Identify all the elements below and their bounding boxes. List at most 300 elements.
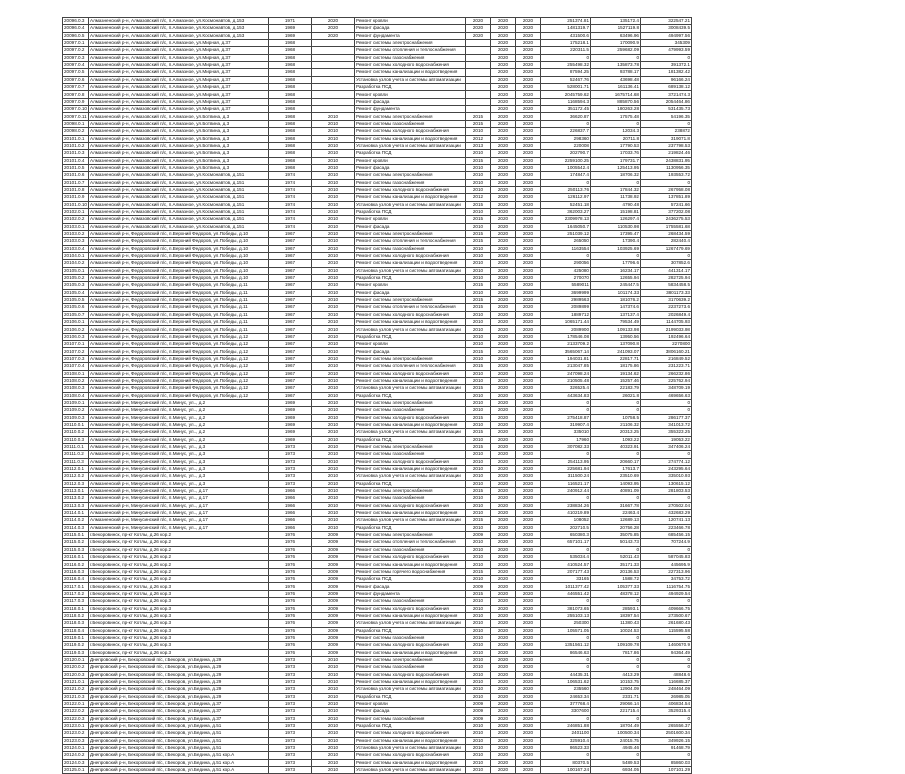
table-row: [63, 752, 692, 759]
cell-year-c: 2020: [516, 201, 541, 208]
cell-extra-cost: 0: [591, 54, 641, 61]
cell-build-year: 1968: [269, 120, 312, 127]
cell-year-b: 2020: [491, 730, 516, 737]
cell-address: Алмазненский р-н, Федоровский п/с, п.Верхний Федоров, ул.Победы, д.10: [89, 245, 269, 252]
cell-total-cost: 494929.54: [641, 590, 692, 597]
table-row: [63, 436, 692, 443]
cell-total-cost: 273500.67: [641, 612, 692, 619]
cell-work-type: Установка узлов учета и системы автоматизации: [355, 267, 466, 274]
cell-year-b: 2020: [491, 385, 516, 392]
cell-last-repair-year: 2010: [312, 488, 355, 495]
cell-year-a: 2010: [466, 612, 491, 619]
cell-year-b: 2020: [491, 414, 516, 421]
cell-year-b: 2020: [491, 480, 516, 487]
cell-extra-cost: 7817.86: [591, 649, 641, 656]
table-row: [63, 355, 692, 362]
cell-cost: 1005542.4: [541, 164, 591, 171]
table-row: [63, 620, 692, 627]
cell-address: Днепровский р-н, Бекоровский п/с, г.Бекоров, ул.Бедина, д.51 кор.А: [89, 759, 269, 766]
cell-year-c: 2020: [516, 576, 541, 583]
cell-id: 20123.0.2: [63, 730, 89, 737]
cell-address: Алмазненский р-н, Алмазовский п/с, п.Алмазное, ул.Ботвина, д.3: [89, 128, 269, 135]
cell-last-repair-year: 2010: [312, 745, 355, 752]
cell-total-cost: 3008439.5: [641, 25, 692, 32]
cell-build-year: 1976: [269, 598, 312, 605]
cell-address: Алмазненский р-н, Минусинский п/с, п.Минус, ул.., д.2: [89, 421, 269, 428]
cell-total-cost: 479993.59: [641, 47, 692, 54]
cell-year-b: 2020: [491, 605, 516, 612]
cell-work-type: Ремонт системы канализации и водоотведения: [355, 737, 466, 744]
table-row: [63, 392, 692, 399]
cell-extra-cost: 241093.07: [591, 348, 641, 355]
cell-last-repair-year: [312, 40, 355, 47]
table-row: [63, 62, 692, 69]
cell-year-b: 2020: [491, 421, 516, 428]
cell-year-a: 2015: [466, 568, 491, 575]
cell-cost: 202790.7: [541, 150, 591, 157]
cell-last-repair-year: 2010: [312, 260, 355, 267]
cell-cost: 178546.08: [541, 333, 591, 340]
cell-year-b: 2020: [491, 245, 516, 252]
cell-build-year: 1969: [269, 421, 312, 428]
cell-work-type: Ремонт системы канализации и водоотведения: [355, 69, 466, 76]
cell-year-b: 2020: [491, 532, 516, 539]
cell-address: Алмазненский р-н, Алмазовский п/с, п.Алмазное, ул.Космонавтов, д.151: [89, 201, 269, 208]
cell-address: Днепровский р-н, Бекоровский п/с, г.Бекоров, ул.Бедина, д.29: [89, 656, 269, 663]
cell-work-type: Ремонт системы канализации и водоотведения: [355, 510, 466, 517]
cell-year-a: 2010: [466, 319, 491, 326]
cell-address: Алмазненский р-н, Федоровский п/с, п.Верхний Федоров, ул.Победы, д.10: [89, 267, 269, 274]
cell-year-c: 2020: [516, 715, 541, 722]
cell-year-c: 2020: [516, 267, 541, 274]
cell-year-a: 2010: [466, 245, 491, 252]
cell-year-b: 2020: [491, 700, 516, 707]
cell-total-cost: 268434.59: [641, 230, 692, 237]
cell-extra-cost: 101174.33: [591, 289, 641, 296]
table-row: [63, 194, 692, 201]
cell-address: Алмазненский р-н, Минусинский п/с, п.Минус, ул.., д.2: [89, 429, 269, 436]
cell-year-a: 2010: [466, 179, 491, 186]
cell-build-year: 1968: [269, 40, 312, 47]
cell-year-b: 2020: [491, 539, 516, 546]
cell-build-year: 1974: [269, 194, 312, 201]
cell-year-c: 2020: [516, 627, 541, 634]
cell-last-repair-year: 2009: [312, 568, 355, 575]
cell-build-year: 1968: [269, 98, 312, 105]
cell-address: Алмазненский р-н, Алмазовский п/с, п.Алмазное, ул.Мирная, д.37: [89, 40, 269, 47]
cell-extra-cost: 180263.28: [591, 106, 641, 113]
cell-address: Алмазненский р-н, Алмазовский п/с, п.Алмазное, ул.Ботвина, д.3: [89, 164, 269, 171]
cell-year-b: 2020: [491, 113, 516, 120]
cell-extra-cost: 15257.46: [591, 377, 641, 384]
cell-id: 20101.0.2: [63, 142, 89, 149]
cell-cost: 0: [541, 752, 591, 759]
cell-id: 20097.0.7: [63, 84, 89, 91]
cell-extra-cost: 43698.48: [591, 76, 641, 83]
cell-id: 20121.0.2: [63, 686, 89, 693]
cell-year-c: 2020: [516, 355, 541, 362]
cell-last-repair-year: 2010: [312, 399, 355, 406]
cell-year-c: 2020: [516, 275, 541, 282]
cell-cost: 52467.76: [541, 76, 591, 83]
cell-total-cost: 0: [641, 120, 692, 127]
table-row: [63, 245, 692, 252]
table-row: [63, 186, 692, 193]
cell-year-c: 2020: [516, 54, 541, 61]
cell-address: Днепровский р-н, Бекоровский п/с, г.Бекоров, ул.Бедина, д.37: [89, 700, 269, 707]
cell-total-cost: 0: [641, 598, 692, 605]
cell-year-c: 2020: [516, 333, 541, 340]
cell-work-type: Ремонт фундамента: [355, 106, 466, 113]
cell-extra-cost: 10153.75: [591, 678, 641, 685]
cell-total-cost: 377202.08: [641, 208, 692, 215]
cell-last-repair-year: 2010: [312, 230, 355, 237]
cell-id: 20116.0.3: [63, 568, 89, 575]
cell-work-type: Ремонт системы электроснабжения: [355, 532, 466, 539]
cell-last-repair-year: 2010: [312, 142, 355, 149]
cell-year-a: 2010: [466, 671, 491, 678]
cell-year-c: 2020: [516, 620, 541, 627]
cell-year-a: [466, 69, 491, 76]
cell-id: 20101.0.7: [63, 179, 89, 186]
cell-year-b: 2020: [491, 84, 516, 91]
cell-year-c: 2020: [516, 341, 541, 348]
cell-build-year: 1974: [269, 201, 312, 208]
cell-year-c: 2020: [516, 253, 541, 260]
cell-year-b: 2020: [491, 708, 516, 715]
cell-id: 20122.0.1: [63, 700, 89, 707]
cell-work-type: Ремонт системы канализации и водоотведения: [355, 135, 466, 142]
table-body: [63, 18, 692, 774]
table-row: [63, 172, 692, 179]
cell-year-c: 2020: [516, 723, 541, 730]
cell-work-type: Установка узлов учета и системы автоматизации: [355, 429, 466, 436]
cell-cost: 528001.71: [541, 84, 591, 91]
cell-year-b: 2020: [491, 649, 516, 656]
cell-total-cost: 2438831.95: [641, 157, 692, 164]
table-row: [63, 120, 692, 127]
cell-build-year: 1973: [269, 458, 312, 465]
cell-year-b: 2020: [491, 546, 516, 553]
cell-extra-cost: 17796.6: [591, 260, 641, 267]
cell-id: 20110.0.1: [63, 421, 89, 428]
cell-build-year: 1968: [269, 113, 312, 120]
cell-year-c: 2020: [516, 62, 541, 69]
cell-year-a: 2010: [466, 260, 491, 267]
cell-year-b: 2020: [491, 326, 516, 333]
cell-year-a: 2010: [466, 524, 491, 531]
cell-work-type: Ремонт системы газоснабжения: [355, 54, 466, 61]
cell-year-c: 2020: [516, 488, 541, 495]
cell-last-repair-year: 2009: [312, 539, 355, 546]
cell-last-repair-year: 2010: [312, 186, 355, 193]
cell-year-b: 2020: [491, 561, 516, 568]
cell-id: 20101.0.1: [63, 135, 89, 142]
cell-id: 20096.0.4: [63, 25, 89, 32]
cell-total-cost: 406834.54: [641, 700, 692, 707]
cell-year-c: 2020: [516, 311, 541, 318]
cell-extra-cost: 22817.71: [591, 355, 641, 362]
cell-id: 20103.0.1: [63, 223, 89, 230]
cell-id: 20113.0.3: [63, 502, 89, 509]
cell-year-a: 2010: [466, 693, 491, 700]
cell-total-cost: 2199033.98: [641, 326, 692, 333]
cell-year-a: 2010: [466, 399, 491, 406]
cell-work-type: Разработка ПСД: [355, 392, 466, 399]
cell-year-a: 2010: [466, 341, 491, 348]
cell-work-type: Ремонт системы канализации и водоотведения: [355, 678, 466, 685]
cell-year-b: 2020: [491, 355, 516, 362]
cell-extra-cost: 0: [591, 451, 641, 458]
cell-build-year: 1967: [269, 363, 312, 370]
cell-year-c: 2020: [516, 745, 541, 752]
cell-year-a: 2010: [466, 620, 491, 627]
cell-year-a: 2010: [466, 473, 491, 480]
cell-total-cost: 267958.08: [641, 186, 692, 193]
cell-extra-cost: 137137.4: [591, 311, 641, 318]
cell-year-b: 2020: [491, 451, 516, 458]
cell-last-repair-year: 2010: [312, 737, 355, 744]
cell-year-b: 2020: [491, 656, 516, 663]
cell-extra-cost: 17395.47: [591, 230, 641, 237]
cell-id: 20116.0.2: [63, 561, 89, 568]
table-row: [63, 377, 692, 384]
cell-build-year: 1967: [269, 311, 312, 318]
cell-year-b: 2020: [491, 370, 516, 377]
cell-address: Алмазненский р-н, Минусинский п/с, п.Минус, ул.., д.2: [89, 436, 269, 443]
cell-year-b: 2020: [491, 583, 516, 590]
cell-year-c: 2020: [516, 473, 541, 480]
cell-cost: 535034.4: [541, 554, 591, 561]
cell-extra-cost: 6934.05: [591, 767, 641, 774]
table-row: [63, 443, 692, 450]
cell-year-a: 2010: [466, 436, 491, 443]
cell-last-repair-year: 2010: [312, 172, 355, 179]
cell-extra-cost: 4413.29: [591, 671, 641, 678]
cell-year-c: 2020: [516, 664, 541, 671]
cell-extra-cost: 63496.96: [591, 32, 641, 39]
cell-work-type: Ремонт системы холодного водоснабжения: [355, 605, 466, 612]
table-row: [63, 488, 692, 495]
table-row: [63, 216, 692, 223]
cell-total-cost: 341013.72: [641, 421, 692, 428]
cell-address: Алмазненский р-н, Федоровский п/с, п.Верхний Федоров, ул.Победы, д.12: [89, 355, 269, 362]
cell-id: 20110.0.3: [63, 436, 89, 443]
cell-work-type: Установка узлов учета и системы автоматизации: [355, 142, 466, 149]
cell-year-c: 2020: [516, 194, 541, 201]
cell-total-cost: 685456.15: [641, 532, 692, 539]
cell-address: Алмазненский р-н, Минусинский п/с, п.Минус, ул.., д.2: [89, 414, 269, 421]
cell-total-cost: 432683.29: [641, 510, 692, 517]
cell-address: г.Бекоровинск, пр-кт Котлы, д.26 кор.3: [89, 649, 269, 656]
cell-cost: 1351561.12: [541, 642, 591, 649]
cell-year-c: 2020: [516, 451, 541, 458]
cell-year-c: 2020: [516, 429, 541, 436]
table-row: [63, 289, 692, 296]
cell-extra-cost: 1527119.8: [591, 25, 641, 32]
cell-year-b: 2020: [491, 319, 516, 326]
cell-year-c: 2020: [516, 172, 541, 179]
cell-address: г.Бекоровинск, пр-кт Котлы, д.26 кор.2: [89, 532, 269, 539]
table-row: [63, 524, 692, 531]
cell-year-c: 2020: [516, 238, 541, 245]
cell-year-c: 2020: [516, 25, 541, 32]
table-row: [63, 532, 692, 539]
cell-last-repair-year: 2010: [312, 495, 355, 502]
cell-extra-cost: 16234.17: [591, 267, 641, 274]
cell-year-c: 2020: [516, 289, 541, 296]
cell-extra-cost: 79534.49: [591, 319, 641, 326]
cell-last-repair-year: 2009: [312, 620, 355, 627]
cell-address: Алмазненский р-н, Минусинский п/с, п.Минус, ул.., д.17: [89, 502, 269, 509]
cell-id: 20097.0.11: [64, 113, 87, 119]
cell-id: 20125.0.1: [63, 767, 89, 774]
cell-total-cost: 282440.4: [641, 238, 692, 245]
cell-work-type: Ремонт фасада: [355, 164, 466, 171]
cell-extra-cost: 0: [591, 598, 641, 605]
table-row: [63, 40, 692, 47]
cell-cost: 0: [541, 399, 591, 406]
cell-build-year: 1976: [269, 583, 312, 590]
cell-year-c: 2020: [516, 524, 541, 531]
cell-year-c: 2020: [516, 135, 541, 142]
cell-build-year: 1976: [269, 546, 312, 553]
cell-id: 20124.0.2: [63, 752, 89, 759]
cell-cost: 250300: [541, 620, 591, 627]
cell-cost: 100167.24: [541, 767, 591, 774]
cell-extra-cost: 24015.75: [591, 737, 641, 744]
cell-year-b: 2020: [491, 297, 516, 304]
table-row: [63, 568, 692, 575]
cell-build-year: 1968: [269, 54, 312, 61]
cell-address: Днепровский р-н, Бекоровский п/с, г.Бекоров, ул.Бедина, д.29: [89, 664, 269, 671]
cell-year-a: 2010: [466, 355, 491, 362]
cell-cost: 175218.1: [541, 40, 591, 47]
cell-build-year: 1973: [269, 752, 312, 759]
cell-extra-cost: 20756.28: [591, 524, 641, 531]
cell-year-b: 2020: [491, 392, 516, 399]
cell-year-a: 2015: [466, 282, 491, 289]
cell-build-year: 1973: [269, 715, 312, 722]
cell-address: Алмазненский р-н, Алмазовский п/с, п.Алмазное, ул.Мирная, д.37: [89, 84, 269, 91]
cell-build-year: 1967: [269, 238, 312, 245]
cell-total-cost: 57241.66: [641, 201, 692, 208]
cell-total-cost: 237798.53: [641, 142, 692, 149]
cell-year-a: 2010: [466, 767, 491, 774]
cell-extra-cost: 40891.09: [591, 488, 641, 495]
cell-work-type: Ремонт системы электроснабжения: [355, 297, 466, 304]
cell-id: 20105.0.5: [63, 297, 89, 304]
cell-build-year: 1973: [269, 443, 312, 450]
cell-id: 20098.0.1: [63, 120, 89, 127]
cell-total-cost: 225762.94: [641, 377, 692, 384]
cell-build-year: 1969: [269, 407, 312, 414]
cell-total-cost: 19053.22: [641, 436, 692, 443]
cell-id: 20105.0.4: [63, 289, 89, 296]
cell-year-c: 2020: [516, 502, 541, 509]
cell-cost: 106531.62: [541, 678, 591, 685]
cell-year-b: 2020: [491, 737, 516, 744]
cell-year-a: 2010: [466, 465, 491, 472]
cell-year-a: 2015: [466, 348, 491, 355]
cell-build-year: 1976: [269, 620, 312, 627]
cell-id: 20097.0.4: [63, 62, 89, 69]
cell-total-cost: 219824.46: [641, 150, 692, 157]
cell-work-type: Ремонт системы холодного водоснабжения: [355, 642, 466, 649]
cell-cost: 311500.24: [541, 473, 591, 480]
cell-build-year: 1967: [269, 245, 312, 252]
cell-last-repair-year: 2010: [312, 715, 355, 722]
cell-year-a: 2015: [466, 157, 491, 164]
cell-total-cost: 0: [641, 752, 692, 759]
table-row: [63, 693, 692, 700]
cell-id: 20111.0.3: [63, 458, 89, 465]
table-row: [63, 84, 692, 91]
table-row: [63, 385, 692, 392]
cell-address: г.Бекоровинск, пр-кт Котлы, д.26 кор.2: [89, 561, 269, 568]
cell-last-repair-year: 2010: [312, 414, 355, 421]
cell-id: 20097.0.10: [64, 106, 87, 112]
cell-build-year: 1973: [269, 671, 312, 678]
cell-work-type: Ремонт фундамента: [355, 32, 466, 39]
cell-build-year: 1976: [269, 561, 312, 568]
cell-address: Алмазненский р-н, Минусинский п/с, п.Минус, ул.., д.17: [89, 488, 269, 495]
cell-year-b: 2020: [491, 598, 516, 605]
cell-build-year: 1968: [269, 69, 312, 76]
cell-extra-cost: 135172.4: [591, 18, 641, 25]
cell-extra-cost: 18706.32: [591, 172, 641, 179]
cell-work-type: Установка узлов учета и системы автоматизации: [355, 326, 466, 333]
cell-total-cost: 322547.21: [641, 18, 692, 25]
cell-year-a: 2010: [466, 186, 491, 193]
cell-cost: 220008: [541, 142, 591, 149]
cell-year-b: 2020: [491, 25, 516, 32]
cell-id: 20097.0.3: [63, 54, 89, 61]
cell-total-cost: 1267479.69: [641, 245, 692, 252]
cell-total-cost: 409666.75: [641, 605, 692, 612]
cell-build-year: 1973: [269, 767, 312, 774]
cell-address: Алмазненский р-н, Минусинский п/с, п.Минус, ул.., д.2: [89, 407, 269, 414]
cell-last-repair-year: 2010: [312, 289, 355, 296]
cell-cost: 2089900: [541, 326, 591, 333]
cell-extra-cost: 100500.34: [591, 730, 641, 737]
cell-total-cost: 0: [641, 399, 692, 406]
cell-address: Алмазненский р-н, Алмазовский п/с, п.Алмазное, ул.Мирная, д.37: [89, 106, 269, 113]
cell-year-b: 2020: [491, 436, 516, 443]
table-row: [63, 708, 692, 715]
cell-address: г.Бекоровинск, пр-кт Котлы, д.26 кор.2: [89, 539, 269, 546]
cell-cost: 335010: [541, 429, 591, 436]
cell-year-a: 2010: [466, 554, 491, 561]
cell-address: Алмазненский р-н, Алмазовский п/с, п.Алмазное, ул.Ботвина, д.3: [89, 135, 269, 142]
cell-total-cost: 261680.43: [641, 620, 692, 627]
cell-total-cost: 0: [641, 407, 692, 414]
cell-build-year: 1973: [269, 708, 312, 715]
cell-total-cost: 0: [641, 656, 692, 663]
cell-work-type: Ремонт системы холодного водоснабжения: [355, 502, 466, 509]
cell-year-a: 2015: [466, 216, 491, 223]
cell-year-c: 2020: [516, 568, 541, 575]
cell-work-type: Ремонт кровли: [355, 157, 466, 164]
cell-total-cost: 2501600.34: [641, 730, 692, 737]
cell-work-type: Ремонт кровли: [355, 341, 466, 348]
cell-cost: 207177.43: [541, 568, 591, 575]
cell-year-b: 2020: [491, 443, 516, 450]
cell-id: 20101.0.4: [63, 157, 89, 164]
cell-work-type: Ремонт системы канализации и водоотведения: [355, 377, 466, 384]
cell-extra-cost: 110530.98: [591, 223, 641, 230]
table-row: [63, 767, 692, 774]
